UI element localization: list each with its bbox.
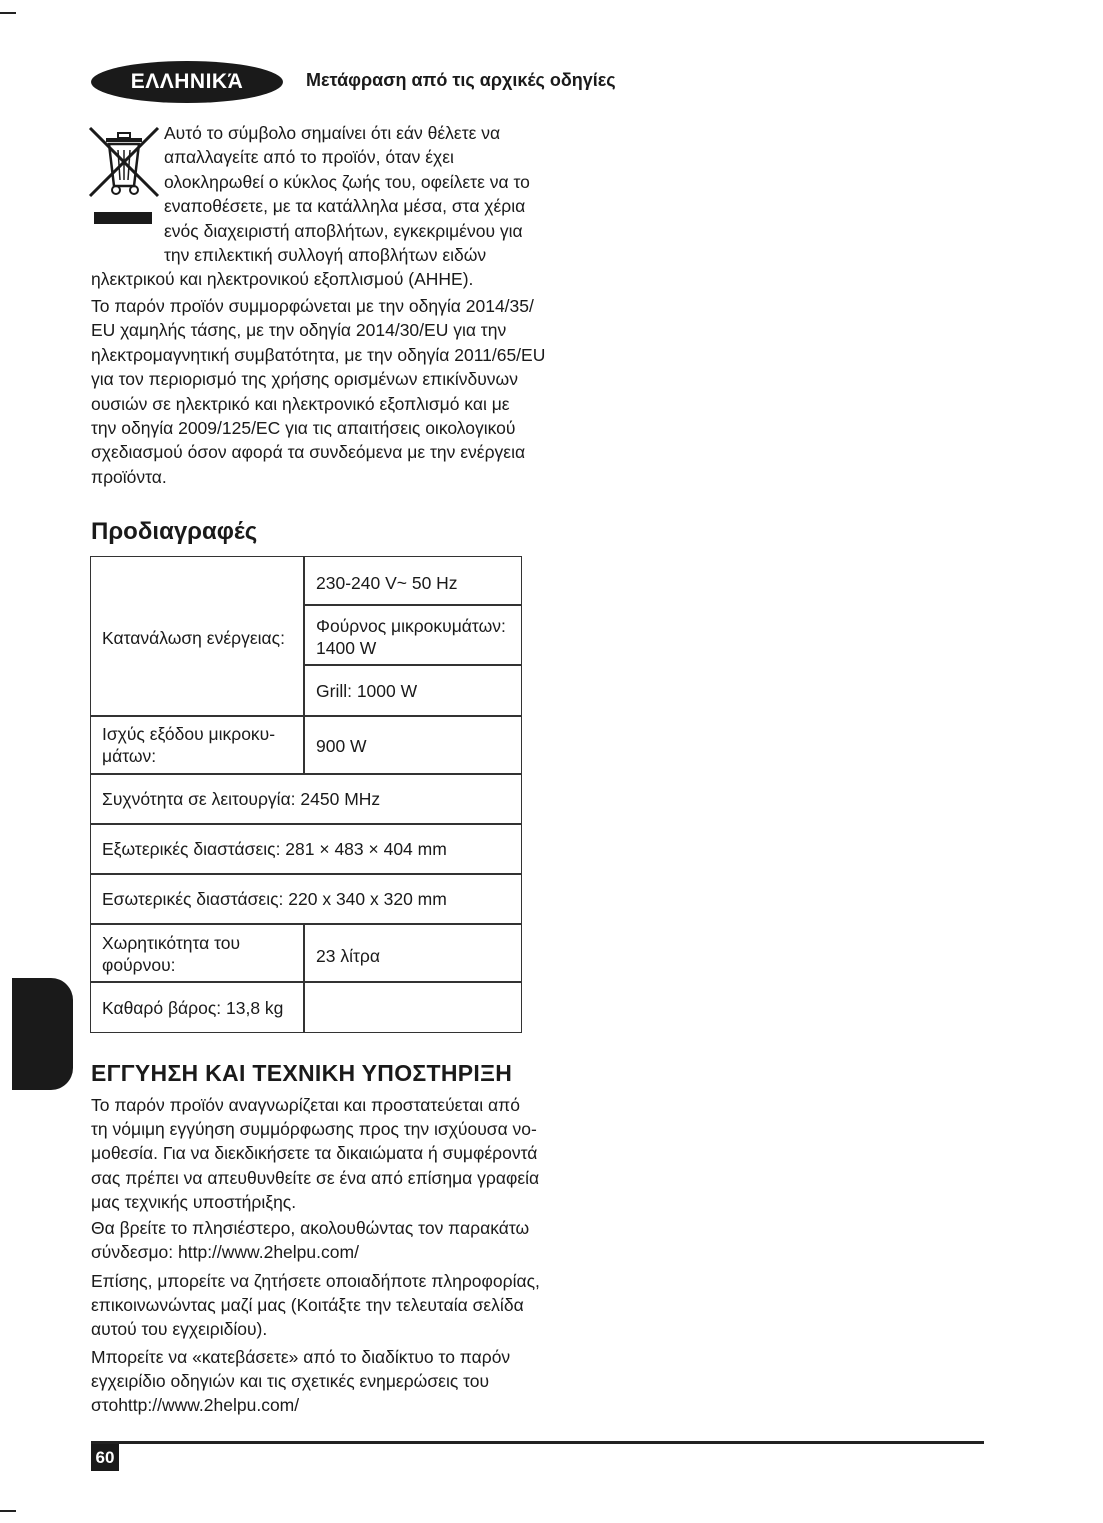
contact-paragraph	[91, 1269, 541, 1342]
warranty-line: Το παρόν προϊόν αναγνωρίζεται και προστατεύεται από	[91, 1095, 520, 1115]
warranty-line: μοθεσία. Για να διεκδικήσετε τα δικαιώματα ή συμφέροντά	[91, 1143, 538, 1164]
warranty-line: τη νόμιμη εγγύηση συμμόρφωσης προς την ισχύουσα νο-	[91, 1119, 537, 1140]
table-divider	[303, 604, 521, 606]
compliance-line: ουσιών σε ηλεκτρικό και ηλεκτρονικό εξοπλισμό και με	[91, 393, 510, 414]
capacity-label-line: φούρνου:	[102, 955, 176, 975]
output-label-line: μάτων:	[102, 746, 157, 766]
support-link-paragraph	[91, 1216, 541, 1264]
weee-line: την επιλεκτική συλλογή αποβλήτων ειδών	[164, 245, 487, 266]
warranty-line: σύνδεσμο: http://www.2helpu.com/	[91, 1242, 359, 1263]
power-grill: Grill: 1000 W	[316, 681, 418, 701]
warranty-heading: ΕΓΓΥΗΣΗ ΚΑΙ ΤΕΧΝΙΚΗ ΥΠΟΣΤΗΡΙΞΗ	[91, 1060, 513, 1086]
compliance-line: Το παρόν προϊόν συμμορφώνεται με την οδηγία 2014/35/	[91, 296, 534, 316]
frequency-row: Συχνότητα σε λειτουργία: 2450 MHz	[102, 789, 381, 809]
output-label	[102, 723, 275, 767]
crop-mark-bottom	[0, 1510, 16, 1512]
weee-line: ηλεκτρικού και ηλεκτρονικού εξοπλισμού (ΑΗΗΕ).	[91, 269, 474, 289]
table-divider	[91, 773, 521, 775]
warranty-line: σας πρέπει να απευθυνθείτε σε ένα από επίσημα γραφεία	[91, 1167, 540, 1188]
table-divider	[303, 664, 521, 666]
table-divider	[303, 715, 305, 773]
output-value: 900 W	[316, 736, 367, 756]
net-weight-row: Καθαρό βάρος: 13,8 kg	[102, 998, 284, 1018]
language-label: ΕΛΛΗΝΙΚΆ	[130, 70, 244, 93]
warranty-line: αυτού του εγχειριδίου).	[91, 1319, 268, 1340]
power-microwave-line: 1400 W	[316, 638, 377, 658]
capacity-value: 23 λίτρα	[316, 946, 380, 966]
compliance-line: EU χαμηλής τάσης, με την οδηγία 2014/30/EU για την	[91, 320, 507, 341]
compliance-line: σχεδιασμού όσον αφορά τα συνδεόμενα με την ενέργεια	[91, 442, 526, 463]
weee-line: απαλλαγείτε από το προϊόν, όταν έχει	[164, 147, 454, 168]
translation-note: Μετάφραση από τις αρχικές οδηγίες	[306, 70, 616, 90]
weee-line: ενός διαχειριστή αποβλήτων, εγκεκριμένου για	[164, 220, 523, 241]
specs-heading: Προδιαγραφές	[91, 518, 258, 545]
power-microwave	[316, 615, 506, 659]
table-divider	[91, 873, 521, 875]
weee-line: ολοκληρωθεί ο κύκλος ζωής του, οφείλετε να το	[164, 171, 530, 192]
language-badge	[91, 61, 283, 103]
weee-line: εναποθέσετε, με τα κατάλληλα μέσα, στα χέρια	[164, 196, 526, 217]
compliance-paragraph	[91, 294, 561, 489]
weee-line: Αυτό το σύμβολο σημαίνει ότι εάν θέλετε να	[164, 123, 501, 143]
external-dimensions-row: Εξωτερικές διαστάσεις: 281 × 483 × 404 mm	[102, 839, 447, 859]
weee-notice	[164, 121, 564, 267]
warranty-line: Θα βρείτε το πλησιέστερο, ακολουθώντας τον παρακάτω	[91, 1218, 530, 1238]
crop-mark-top	[0, 12, 16, 14]
table-divider	[91, 823, 521, 825]
warranty-line: Μπορείτε να «κατεβάσετε» από το διαδίκτυο το παρόν	[91, 1347, 511, 1367]
specs-table	[90, 556, 522, 1033]
capacity-label	[102, 932, 240, 976]
table-divider	[303, 557, 305, 715]
warranty-paragraph	[91, 1093, 541, 1214]
page-number: 60	[91, 1444, 119, 1471]
crossed-bin-icon	[88, 124, 160, 226]
compliance-line: για τον περιορισμό της χρήσης ορισμένων επικίνδυνων	[91, 369, 518, 390]
warranty-line: μας τεχνικής υποστήριξης.	[91, 1191, 297, 1212]
power-label: Κατανάλωση ενέργειας:	[102, 628, 285, 648]
table-divider	[91, 923, 521, 925]
warranty-line: εγχειρίδιο οδηγιών και τις σχετικές ενημερώσεις του	[91, 1371, 490, 1392]
table-divider	[303, 923, 305, 1033]
warranty-line: Επίσης, μπορείτε να ζητήσετε οποιαδήποτε πληροφορίας,	[91, 1271, 540, 1291]
power-microwave-line: Φούρνος μικροκυμάτων:	[316, 616, 506, 636]
compliance-line: την οδηγία 2009/125/EC για τις απαιτήσεις οικολογικού	[91, 418, 516, 439]
footer-rule	[91, 1441, 984, 1444]
table-divider	[91, 981, 521, 983]
internal-dimensions-row: Εσωτερικές διαστάσεις: 220 x 340 x 320 mm	[102, 889, 447, 909]
warranty-line: επικοινωνώντας μαζί μας (Κοιτάξτε την τελευταία σελίδα	[91, 1295, 524, 1316]
compliance-line: προϊόντα.	[91, 466, 167, 487]
language-thumb-tab	[12, 978, 73, 1090]
warranty-line: στοhttp://www.2helpu.com/	[91, 1395, 300, 1416]
compliance-line: ηλεκτρομαγνητική συμβατότητα, με την οδηγία 2011/65/EU	[91, 344, 546, 365]
capacity-label-line: Χωρητικότητα του	[102, 933, 241, 953]
table-divider	[91, 715, 521, 717]
power-voltage: 230-240 V~ 50 Hz	[316, 573, 458, 593]
download-paragraph	[91, 1345, 541, 1418]
output-label-line: Ισχύς εξόδου μικροκυ-	[102, 724, 276, 744]
